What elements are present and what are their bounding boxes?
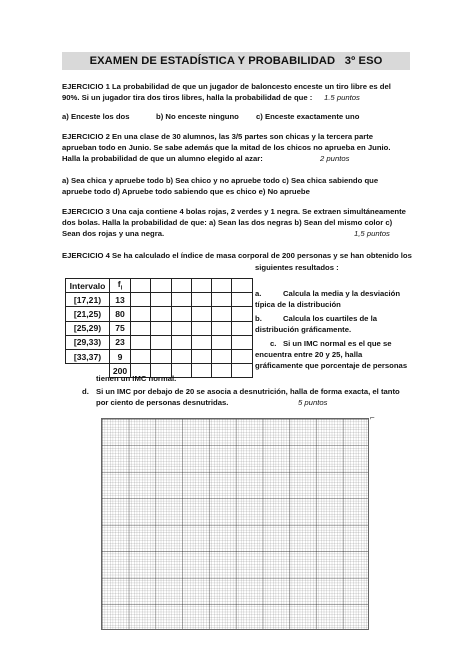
q-c-line1: Si un IMC normal es el que se bbox=[283, 339, 392, 348]
q-c-line3: gráficamente que porcentaje de personas bbox=[255, 361, 408, 370]
table-row bbox=[66, 349, 253, 363]
ej1-option-a: a) Enceste los dos bbox=[62, 112, 130, 121]
interval-cell: [33,37) bbox=[66, 349, 110, 363]
ej1-line1: EJERCICIO 1 La probabilidad de que un jugador de baloncesto enceste un tiro libre es del bbox=[62, 82, 391, 91]
q-d-line2: por ciento de personas desnutridas. bbox=[96, 398, 229, 407]
q-b-line2: distribución gráficamente. bbox=[255, 325, 352, 334]
graph-paper bbox=[101, 418, 369, 630]
frequency-cell: 13 bbox=[110, 293, 131, 307]
q-b-letter: b. bbox=[255, 314, 262, 323]
ej2-points: 2 puntos bbox=[320, 154, 350, 163]
total-cell: 200 bbox=[110, 364, 131, 378]
header-interval: Intervalo bbox=[66, 279, 110, 293]
interval-cell: [25,29) bbox=[66, 321, 110, 335]
corner-mark-icon: ⌐ bbox=[370, 413, 375, 422]
q-b-line1: Calcula los cuartiles de la bbox=[283, 314, 377, 323]
table-row bbox=[66, 307, 253, 321]
frequency-cell: 75 bbox=[110, 321, 131, 335]
q-a-letter: a. bbox=[255, 289, 262, 298]
q-a-line2: típica de la distribución bbox=[255, 300, 341, 309]
q-d-letter: d. bbox=[82, 387, 89, 396]
ej2-line1: EJERCICIO 2 En una clase de 30 alumnos, las 3/5 partes son chicas y la tercera parte bbox=[62, 132, 374, 141]
interval-cell: [29,33) bbox=[66, 335, 110, 349]
interval-cell: [17,21) bbox=[66, 293, 110, 307]
table-row bbox=[66, 335, 253, 349]
exam-title: EXAMEN DE ESTADÍSTICA Y PROBABILIDAD 3º ESO bbox=[62, 52, 410, 70]
ej3-line2: dos bolas. Halla la probabilidad de que: a) Sean las dos negras b) Sean del mismo color c) bbox=[62, 218, 393, 227]
ej1-points: 1.5 puntos bbox=[324, 93, 360, 102]
ej4-points: 5 puntos bbox=[298, 398, 328, 407]
q-a-line1: Calcula la media y la desviación bbox=[283, 289, 401, 298]
q-c-line4: tienen un IMC normal. bbox=[96, 374, 177, 383]
table-header-row bbox=[66, 279, 253, 293]
q-c-letter: c. bbox=[270, 339, 277, 348]
ej1-line2: 90%. Si un jugador tira dos tiros libres, halla la probabilidad de que : bbox=[62, 93, 313, 102]
ej2-line2: aprueban todo en Junio. Se sabe además que la mitad de los chicos no aprueba en Junio. bbox=[62, 143, 391, 152]
ej4-line2: siguientes resultados : bbox=[255, 263, 339, 272]
table-row bbox=[66, 293, 253, 307]
ej4-line1: EJERCICIO 4 Se ha calculado el índice de masa corporal de 200 personas y se han obtenido los bbox=[62, 251, 412, 260]
table-row bbox=[66, 321, 253, 335]
ej1-option-c: c) Enceste exactamente uno bbox=[256, 112, 360, 121]
header-frequency: $f_i$ bbox=[110, 279, 131, 293]
frequency-cell: 23 bbox=[110, 335, 131, 349]
frequency-table bbox=[65, 278, 253, 378]
q-d-line1: Si un IMC por debajo de 20 se asocia a desnutrición, halla de forma exacta, el tanto bbox=[96, 387, 400, 396]
ej3-points: 1,5 puntos bbox=[354, 229, 390, 238]
q-c-line2: encuentra entre 20 y 25, halla bbox=[255, 350, 363, 359]
ej1-option-b: b) No enceste ninguno bbox=[156, 112, 239, 121]
frequency-cell: 9 bbox=[110, 349, 131, 363]
interval-cell: [21,25) bbox=[66, 307, 110, 321]
ej2-options-1: a) Sea chica y apruebe todo b) Sea chico y no apruebe todo c) Sea chica sabiendo que bbox=[62, 176, 379, 185]
ej2-options-2: apruebe todo d) Apruebe todo sabiendo que es chico e) No apruebe bbox=[62, 187, 310, 196]
ej3-line1: EJERCICIO 3 Una caja contiene 4 bolas rojas, 2 verdes y 1 negra. Se extraen simultáneamente bbox=[62, 207, 406, 216]
ej2-line3: Halla la probabilidad de que un alumno elegido al azar: bbox=[62, 154, 263, 163]
ej3-line3: Sean dos rojas y una negra. bbox=[62, 229, 165, 238]
frequency-cell: 80 bbox=[110, 307, 131, 321]
